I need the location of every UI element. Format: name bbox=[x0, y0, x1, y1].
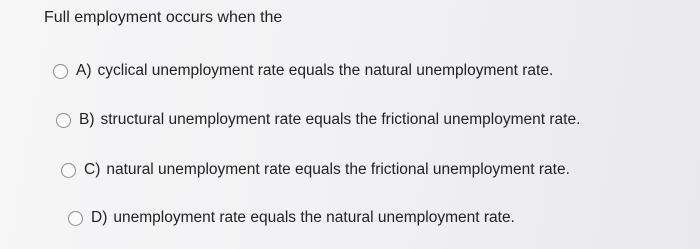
option-a[interactable] bbox=[53, 60, 553, 82]
option-b[interactable] bbox=[56, 109, 580, 131]
option-d[interactable] bbox=[68, 207, 515, 229]
option-b-text: structural unemployment rate equals the frictional unemployment rate. bbox=[100, 111, 581, 128]
option-a-letter: A) bbox=[76, 62, 92, 79]
option-c-letter: C) bbox=[84, 161, 101, 178]
radio-button-b[interactable] bbox=[56, 113, 71, 128]
option-c[interactable] bbox=[61, 159, 570, 181]
option-d-text: unemployment rate equals the natural unemployment rate. bbox=[113, 209, 515, 226]
radio-button-a[interactable] bbox=[53, 64, 68, 79]
option-a-text: cyclical unemployment rate equals the natural unemployment rate. bbox=[97, 62, 554, 79]
option-c-text: natural unemployment rate equals the frictional unemployment rate. bbox=[106, 161, 570, 178]
radio-button-c[interactable] bbox=[61, 163, 76, 178]
question-text: Full employment occurs when the bbox=[44, 9, 283, 26]
option-d-letter: D) bbox=[91, 209, 108, 226]
option-b-letter: B) bbox=[79, 111, 95, 128]
radio-button-d[interactable] bbox=[68, 211, 83, 226]
